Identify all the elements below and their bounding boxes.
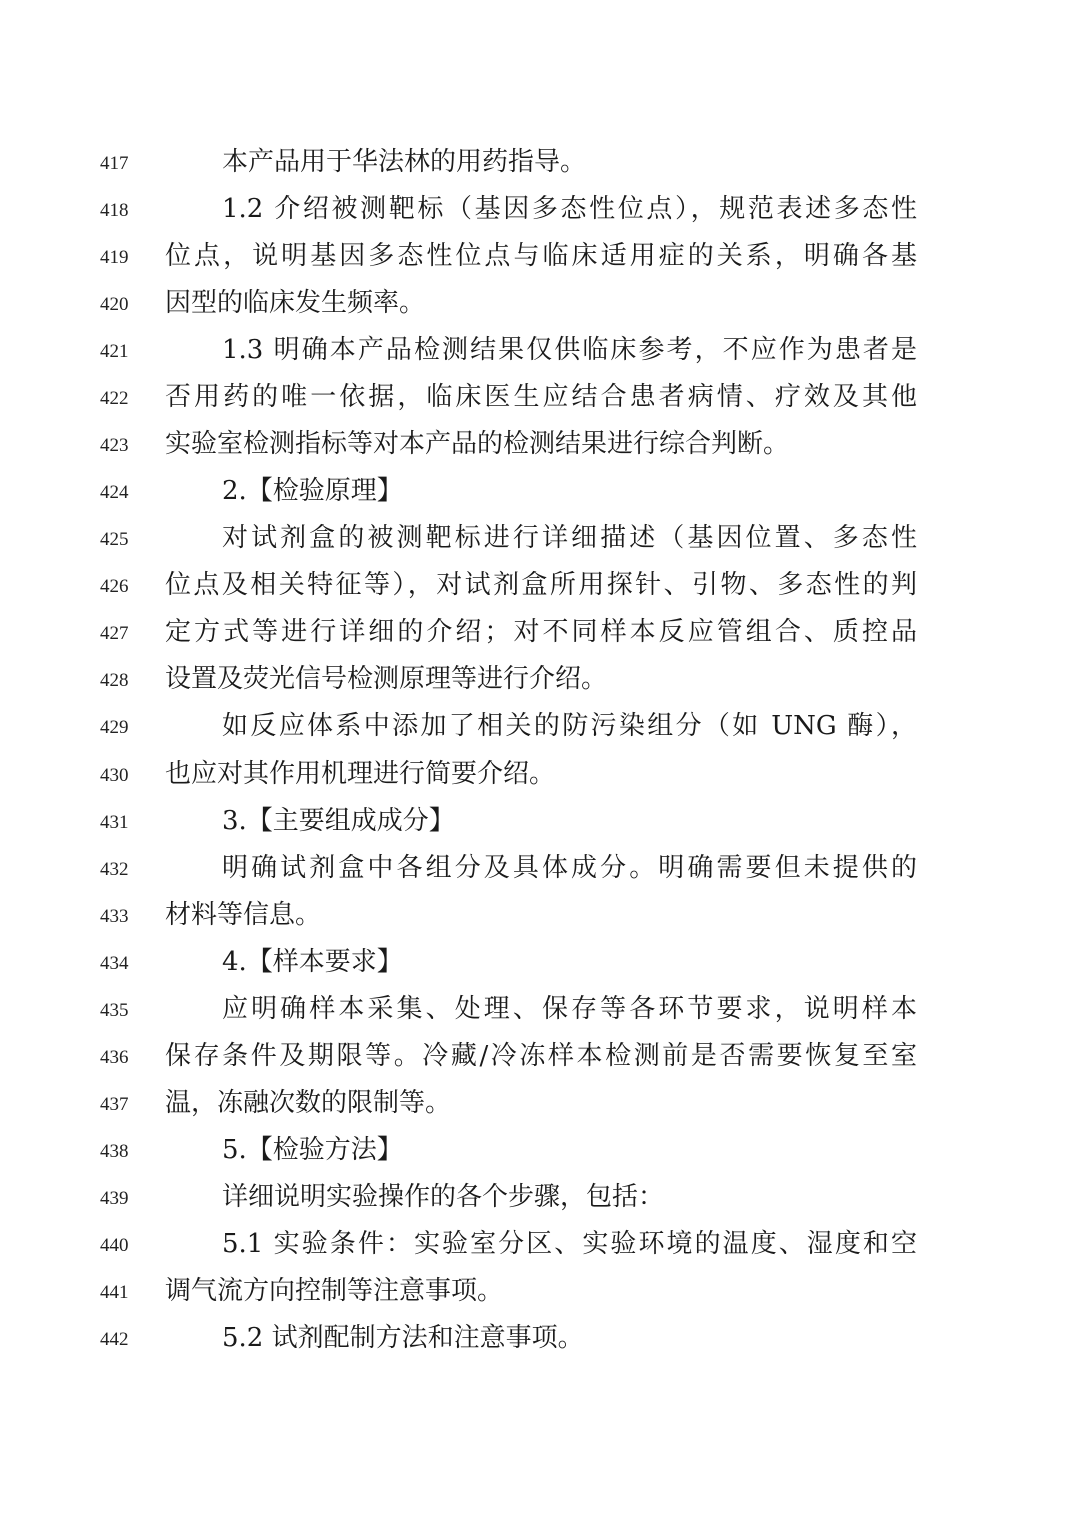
text-line: [0, 899, 1080, 946]
line-number: 430: [100, 764, 129, 786]
line-text: 因型的临床发生频率。: [165, 288, 426, 319]
line-text: 也应对其作用机理进行简要介绍。: [165, 758, 556, 789]
line-text: 否用药的唯一依据，临床医生应结合患者病情、疗效及其他: [165, 382, 917, 413]
text-line: [0, 1228, 1080, 1275]
line-number: 441: [100, 1281, 129, 1303]
line-number: 442: [100, 1329, 129, 1350]
text-line: [0, 569, 1080, 616]
line-number: 435: [100, 999, 129, 1021]
text-line: [0, 993, 1080, 1040]
line-text: 位点及相关特征等），对试剂盒所用探针、引物、多态性的判: [165, 570, 917, 601]
text-line: [0, 710, 1080, 757]
line-text: 1.2 介绍被测靶标（基因多态性位点），规范表述多态性: [222, 194, 917, 225]
text-line: [0, 334, 1080, 381]
line-number: 425: [100, 529, 129, 551]
text-line: [0, 1087, 1080, 1134]
line-text: 详细说明实验操作的各个步骤，包括：: [222, 1181, 665, 1212]
line-text: 5.1 实验条件：实验室分区、实验环境的温度、湿度和空: [222, 1228, 917, 1259]
text-line: [0, 146, 1080, 193]
line-text: 本产品用于华法林的用药指导。: [222, 147, 587, 177]
text-line: [0, 381, 1080, 428]
line-number: 418: [100, 200, 129, 222]
line-number: 434: [100, 952, 129, 974]
line-text: 如反应体系中添加了相关的防污染组分（如 UNG 酶），: [222, 711, 917, 742]
text-line: [0, 663, 1080, 710]
line-number: 420: [100, 294, 129, 316]
line-number: 426: [100, 576, 129, 598]
line-text: 定方式等进行详细的介绍；对不同样本反应管组合、质控品: [165, 617, 917, 648]
line-number: 422: [100, 388, 129, 410]
text-line: [0, 475, 1080, 522]
line-text: 明确试剂盒中各组分及具体成分。明确需要但未提供的: [222, 852, 917, 883]
line-number: 419: [100, 247, 129, 269]
line-text: 实验室检测指标等对本产品的检测结果进行综合判断。: [165, 429, 790, 460]
line-number: 431: [100, 811, 129, 833]
text-line: [0, 240, 1080, 287]
line-number: 423: [100, 435, 129, 457]
text-line: [0, 758, 1080, 805]
line-text: 位点，说明基因多态性位点与临床适用症的关系，明确各基: [165, 241, 917, 272]
line-text: 调气流方向控制等注意事项。: [165, 1275, 504, 1306]
line-text: 5.【检验方法】: [222, 1134, 403, 1165]
line-number: 440: [100, 1234, 129, 1256]
text-line: [0, 1134, 1080, 1181]
line-text: 温，冻融次数的限制等。: [165, 1087, 452, 1118]
line-number: 428: [100, 670, 129, 692]
line-number: 427: [100, 623, 129, 645]
text-line: [0, 1275, 1080, 1322]
line-number: 436: [100, 1046, 129, 1068]
line-number: 437: [100, 1093, 129, 1115]
text-line: [0, 1040, 1080, 1087]
line-text: 1.3 明确本产品检测结果仅供临床参考，不应作为患者是: [222, 335, 917, 366]
line-number: 438: [100, 1140, 129, 1162]
line-text: 5.2 试剂配制方法和注意事项。: [222, 1323, 584, 1353]
line-number: 424: [100, 482, 129, 504]
line-text: 2.【检验原理】: [222, 476, 403, 507]
line-text: 材料等信息。: [165, 899, 322, 930]
text-line: [0, 616, 1080, 663]
text-line: [0, 287, 1080, 334]
line-number: 432: [100, 858, 129, 880]
line-number: 417: [100, 153, 129, 174]
line-text: 设置及荧光信号检测原理等进行介绍。: [165, 664, 608, 695]
text-line: [0, 946, 1080, 993]
line-text: 应明确样本采集、处理、保存等各环节要求，说明样本: [222, 993, 917, 1024]
line-number: 439: [100, 1187, 129, 1209]
line-number: 429: [100, 717, 129, 739]
text-line: [0, 193, 1080, 240]
text-line: [0, 1181, 1080, 1228]
line-text: 保存条件及期限等。冷藏/冷冻样本检测前是否需要恢复至室: [165, 1040, 917, 1071]
line-text: 对试剂盒的被测靶标进行详细描述（基因位置、多态性: [222, 523, 917, 554]
line-number: 433: [100, 905, 129, 927]
text-line: [0, 1322, 1080, 1369]
text-line: [0, 522, 1080, 569]
text-line: [0, 428, 1080, 475]
line-number: 421: [100, 341, 129, 363]
line-text: 4.【样本要求】: [222, 946, 403, 977]
line-text: 3.【主要组成成分】: [222, 805, 455, 836]
text-line: [0, 852, 1080, 899]
text-line: [0, 805, 1080, 852]
